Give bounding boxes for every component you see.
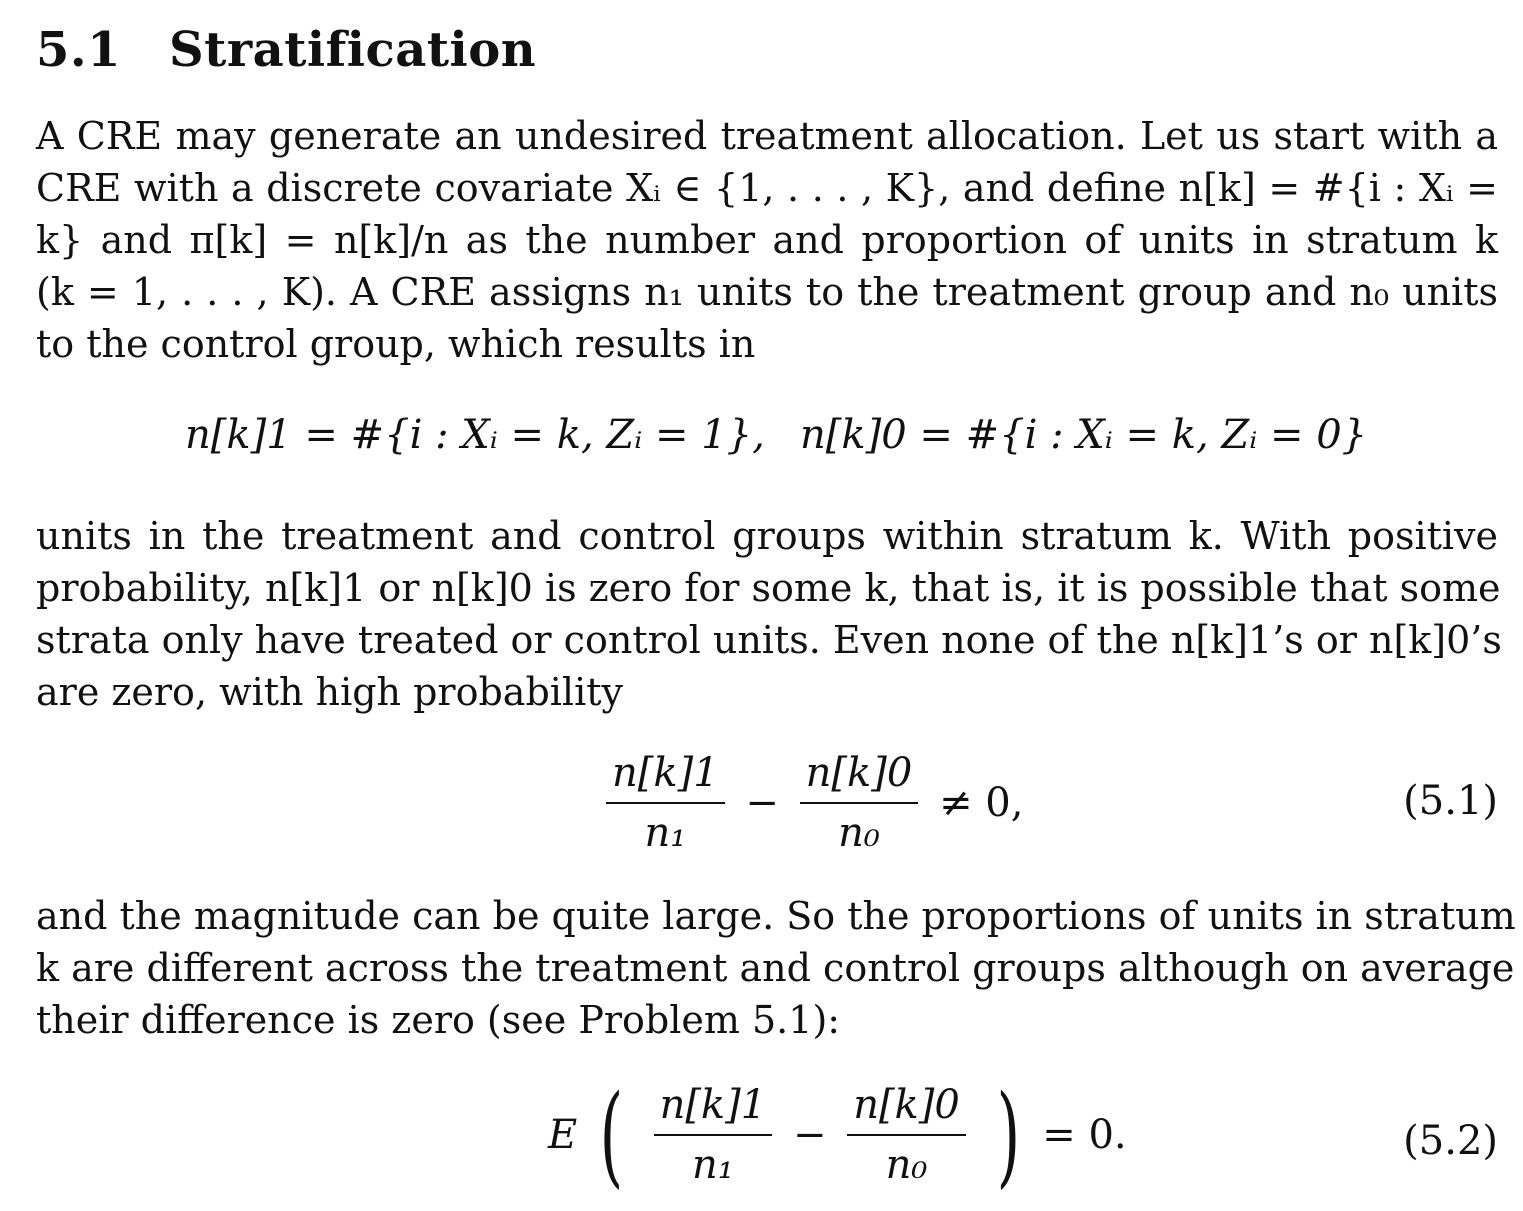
paragraph-3 [36,890,1516,1046]
left-paren: ( [599,1071,624,1199]
text-line: and the magnitude can be quite large. So the proportions of units in stratum [36,894,1516,938]
right-paren: ) [996,1071,1020,1199]
denominator: n₁ [644,810,687,856]
equation-left: n[k]1 = #{i : Xᵢ = k, Zᵢ = 1}, [185,412,765,458]
text-line: their difference is zero (see Problem 5.1): [36,998,841,1042]
equation-5-1 [0,750,1523,860]
text-line: CRE with a discrete covariate Xᵢ ∈ {1, . . . , K}, and define n[k] = #{i : Xᵢ = [36,166,1498,210]
denominator: n₀ [838,810,880,856]
fraction-treated [654,1082,773,1188]
denominator: n₁ [692,1142,734,1188]
paragraph-1 [36,110,1498,370]
text-line: units in the treatment and control groups within stratum k. With positive [36,514,1498,558]
section-heading [36,22,536,78]
expectation-operator: E [548,1112,578,1158]
section-title: Stratification [169,22,537,78]
fraction-control [847,1082,966,1188]
equation-rhs: ≠ 0, [939,780,1024,826]
text-line: A CRE may generate an undesired treatment allocation. Let us start with a [36,114,1498,158]
text-line: to the control group, which results in [36,322,756,366]
text-line: (k = 1, . . . , K). A CRE assigns n₁ units to the treatment group and n₀ units [36,270,1498,314]
equation-label: (5.1) [1403,778,1498,824]
text-line: k} and π[k] = n[k]/n as the number and proportion of units in stratum k [36,218,1498,262]
numerator: n[k]0 [847,1082,966,1136]
paragraph-2 [36,510,1502,718]
numerator: n[k]1 [654,1082,773,1136]
numerator: n[k]1 [606,750,725,804]
text-line: strata only have treated or control units. Even none of the n[k]1’s or n[k]0’s [36,618,1502,662]
section-number: 5.1 [36,22,122,78]
text-line: are zero, with high probability [36,670,623,714]
minus-sign: − [792,1112,827,1158]
fraction-control [800,750,919,856]
denominator: n₀ [885,1142,928,1188]
fraction-treated [606,750,725,856]
text-line: k are different across the treatment and control groups although on average [36,946,1515,990]
equation-rhs: = 0. [1042,1112,1127,1158]
text-line: probability, n[k]1 or n[k]0 is zero for some k, that is, it is possible that some [36,566,1501,610]
equation-counts [0,412,1523,472]
equation-label: (5.2) [1403,1118,1498,1164]
numerator: n[k]0 [800,750,919,804]
equation-5-2 [0,1071,1523,1200]
equation-right: n[k]0 = #{i : Xᵢ = k, Zᵢ = 0} [800,412,1368,458]
minus-sign: − [745,780,779,826]
